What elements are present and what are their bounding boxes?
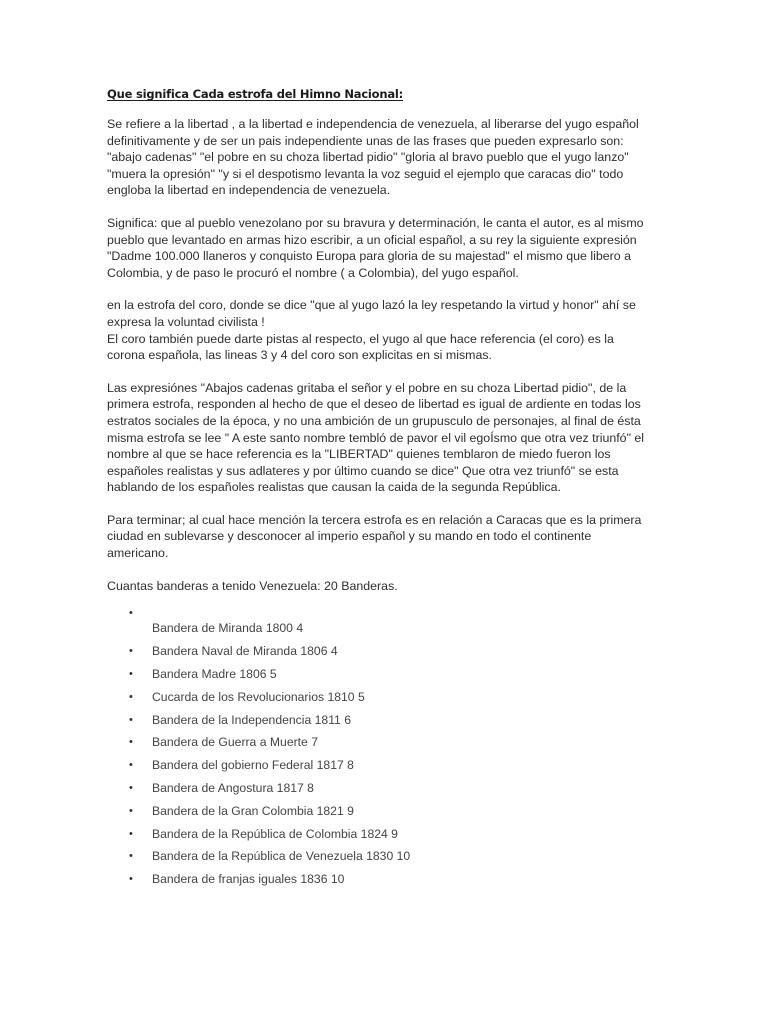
text-line: Se refiere a la libertad , a la libertad e independencia de venezuela, al liberarse del yugo español [107, 117, 639, 131]
text-line: "Dadme 100.000 llaneros y conquisto Europa para gloria de su majestad" el mismo que libero a [107, 249, 631, 264]
bullet-icon: • [129, 668, 133, 681]
bullet-icon: • [129, 713, 133, 726]
text-line: nombre al que se hace referencia es la "LIBERTAD" quienes temblaron de miedo fueron los [107, 447, 611, 462]
list-item [107, 872, 647, 895]
text-line: hablando de los españoles realistas que causan la caida de la segunda República. [107, 480, 561, 495]
flags-list [107, 606, 647, 895]
list-item [107, 606, 647, 644]
text-line: "muera la opresión" "y si el despotismo levanta la voz seguid el ejemplo que caracas dio" todo [107, 166, 624, 181]
paragraph-libertad [107, 116, 647, 199]
flag-label: Bandera de franjas iguales 1836 10 [152, 872, 345, 887]
list-item [107, 804, 647, 827]
flag-label: Bandera de la República de Colombia 1824 9 [152, 826, 398, 841]
bullet-icon: • [129, 736, 133, 749]
paragraph-coro [107, 297, 647, 363]
bullet-icon: • [129, 873, 133, 886]
paragraph-expresiones [107, 380, 647, 496]
flag-label: Cucarda de los Revolucionarios 1810 5 [152, 689, 365, 704]
flag-label: Bandera de Guerra a Muerte 7 [152, 735, 318, 750]
text-line: Colombia, y de paso le procuró el nombre ( a Colombia), del yugo español. [107, 265, 519, 280]
bullet-icon: • [129, 607, 133, 620]
flag-label: Bandera de Angostura 1817 8 [152, 781, 314, 796]
list-item [107, 690, 647, 713]
bullet-icon: • [129, 759, 133, 772]
text-line: corona española, las lineas 3 y 4 del coro son explicitas en si mismas. [107, 348, 492, 363]
text-line: americano. [107, 546, 169, 561]
flag-label: Bandera Naval de Miranda 1806 4 [152, 644, 338, 659]
flag-label: Bandera de la Gran Colombia 1821 9 [152, 803, 354, 818]
paragraph-significa [107, 215, 647, 281]
text-line: Las expresiónes "Abajos cadenas gritaba el señor y el pobre en su choza Libertad pidio", de la [107, 380, 627, 395]
list-item [107, 849, 647, 872]
bullet-icon: • [129, 804, 133, 817]
list-item [107, 827, 647, 850]
text-line: primera estrofa, responden al hecho de que el deseo de libertad es igual de ardiente en todas los [107, 397, 641, 412]
flag-label: Bandera de Miranda 1800 4 [152, 621, 304, 636]
bullet-icon: • [129, 690, 133, 703]
flag-label: Bandera de la Independencia 1811 6 [152, 712, 352, 727]
bullet-icon: • [129, 850, 133, 863]
list-item [107, 644, 647, 667]
bullet-icon: • [129, 645, 133, 658]
list-item [107, 781, 647, 804]
bullet-icon: • [129, 782, 133, 795]
text-line: españoles realistas y sus adlateres y por último cuando se dice" Que otra vez triunfó" se esta [107, 463, 619, 478]
text-line: en la estrofa del coro, donde se dice "que al yugo lazó la ley respetando la virtud y honor" ahí se [107, 298, 636, 313]
flag-label: Bandera Madre 1806 5 [152, 667, 277, 682]
bullet-icon: • [129, 827, 133, 840]
text-line: pueblo que levantado en armas hizo escribir, a un oficial español, a su rey la siguiente expresión [107, 232, 637, 247]
text-line: "abajo cadenas" "el pobre en su choza libertad pidio" "gloria al bravo pueblo que el yugo lanzo" [107, 150, 629, 165]
paragraph-banderas-count [107, 578, 647, 595]
text-line: Significa: que al pueblo venezolano por su bravura y determinación, le canta el autor, es al mismo [107, 215, 644, 230]
text-line: El coro también puede darte pistas al respecto, el yugo al que hace referencia (el coro) es la [107, 331, 614, 346]
list-item [107, 667, 647, 690]
text-line: definitivamente y de ser un pais independiente unas de las frases que pueden expresarlo son: [107, 133, 624, 148]
list-item [107, 735, 647, 758]
text-line: engloba la libertad en independencia de venezuela. [107, 183, 391, 198]
document-title: Que significa Cada estrofa del Himno Nacional: [107, 87, 404, 101]
flag-label: Bandera del gobierno Federal 1817 8 [152, 758, 354, 773]
list-item [107, 758, 647, 781]
text-line: ciudad en sublevarse y desconocer al imperio español y su mando en todo el continente [107, 529, 592, 544]
text-line: misma estrofa se lee " A este santo nombre tembló de pavor el vil egoÍsmo que otra vez triunfó" el [107, 430, 645, 445]
text-line: estratos sociales de la época, y no una ambición de un grupusculo de personajes, al final de ésta [107, 413, 641, 428]
paragraph-terminar [107, 512, 647, 562]
text-line: expresa la voluntad civilista ! [107, 314, 265, 329]
list-item [107, 713, 647, 736]
text-line: Para terminar; al cual hace mención la tercera estrofa es en relación a Caracas que es la primera [107, 512, 642, 527]
flag-label: Bandera de la República de Venezuela 1830 10 [152, 849, 411, 864]
text-line: Cuantas banderas a tenido Venezuela: 20 Banderas. [107, 578, 398, 593]
document-page [107, 86, 647, 895]
